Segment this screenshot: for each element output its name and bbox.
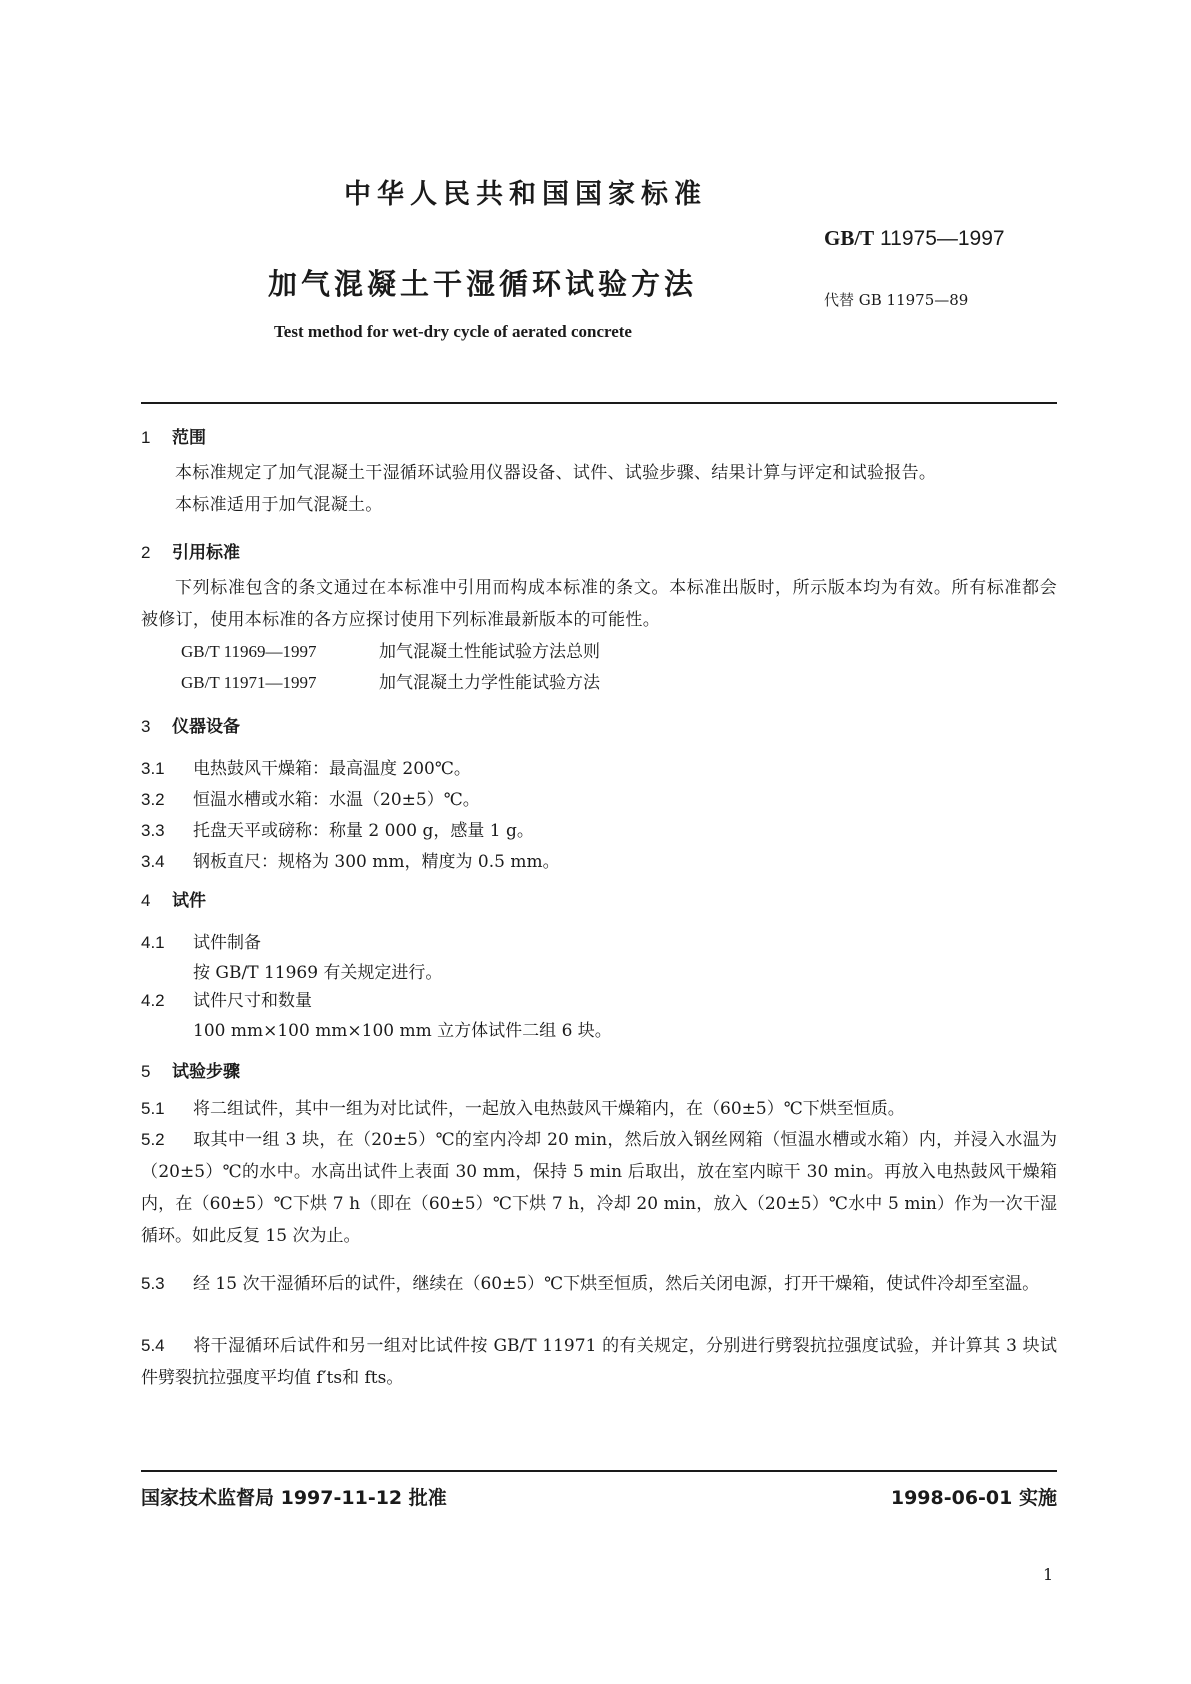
approval-note: 国家技术监督局 1997-11-12 批准: [141, 1487, 447, 1509]
clause-4-2: 4.2 试件尺寸和数量: [141, 991, 312, 1011]
standard-code-prefix: GB/T: [824, 226, 875, 250]
clause-3-1: 3.1 电热鼓风干燥箱：最高温度 200℃。: [141, 759, 471, 779]
reference-item: GB/T 11971—1997 加气混凝土力学性能试验方法: [181, 673, 600, 693]
section-2-heading: 2 引用标准: [141, 543, 240, 563]
clause-4-1: 4.1 试件制备: [141, 933, 261, 953]
clause-4-1-detail: 按 GB/T 11969 有关规定进行。: [193, 963, 443, 983]
section-4-heading: 4 试件: [141, 891, 206, 911]
footer-divider: [141, 1470, 1057, 1472]
clause-5-1: 5.1 将二组试件，其中一组为对比试件，一起放入电热鼓风干燥箱内，在（60±5）℃下烘至恒质。: [141, 1099, 905, 1119]
clause-5-3: 5.3 经 15 次干湿循环后的试件，继续在（60±5）℃下烘至恒质，然后关闭电源，打开干燥箱，使试件冷却至室温。: [141, 1274, 1040, 1294]
document-title-en: Test method for wet-dry cycle of aerated concrete: [274, 322, 632, 341]
clause-3-4: 3.4 钢板直尺：规格为 300 mm，精度为 0.5 mm。: [141, 852, 560, 872]
reference-item: GB/T 11969—1997 加气混凝土性能试验方法总则: [181, 642, 600, 662]
section-3-heading: 3 仪器设备: [141, 717, 240, 737]
clause-5-2: 5.2 取其中一组 3 块，在（20±5）℃的室内冷却 20 min，然后放入钢丝网箱（恒温水槽或水箱）内，并浸入水温为（20±5）℃的水中。水高出试件上表面 30 mm，保持 5 min 后取出，放在室内晾干 30 min。再放入电热鼓风干燥箱内，在（60±5）℃下烘 7 h（即在（60±5）℃下烘 7 h，冷却 20 min，放入（20±5）℃水中 5 min）作为一次干湿循环。如此反复 15 次为止。: [141, 1130, 1057, 1246]
section-2-paragraph: 下列标准包含的条文通过在本标准中引用而构成本标准的条文。本标准出版时，所示版本均为有效。所有标准都会被修订，使用本标准的各方应探讨使用下列标准最新版本的可能性。: [141, 578, 1057, 630]
standard-code-number: 11975—1997: [880, 227, 1005, 250]
national-standard-heading: 中华人民共和国国家标准: [344, 179, 707, 210]
clause-5-4: 5.4 将干湿循环后试件和另一组对比试件按 GB/T 11971 的有关规定，分别进行劈裂抗拉强度试验，并计算其 3 块试件劈裂抗拉强度平均值 f′ts和 fts。: [141, 1336, 1057, 1388]
effective-date: 1998-06-01 实施: [890, 1487, 1057, 1509]
section-1-heading: 1 范围: [141, 428, 206, 448]
section-1-paragraph-1: 本标准规定了加气混凝土干湿循环试验用仪器设备、试件、试验步骤、结果计算与评定和试验报告。: [175, 463, 937, 483]
page-number: 1: [1043, 1565, 1054, 1584]
standard-code: [824, 226, 1005, 251]
clause-3-3: 3.3 托盘天平或磅称：称量 2 000 g，感量 1 g。: [141, 821, 534, 841]
section-1-paragraph-2: 本标准适用于加气混凝土。: [175, 495, 383, 515]
replaces-note: 代替 GB 11975—89: [824, 291, 969, 309]
header-divider: [141, 402, 1057, 404]
clause-3-2: 3.2 恒温水槽或水箱：水温（20±5）℃。: [141, 790, 480, 810]
clause-4-2-detail: 100 mm×100 mm×100 mm 立方体试件二组 6 块。: [193, 1021, 612, 1041]
section-5-heading: 5 试验步骤: [141, 1062, 240, 1082]
document-title-cn: 加气混凝土干湿循环试验方法: [268, 267, 698, 301]
